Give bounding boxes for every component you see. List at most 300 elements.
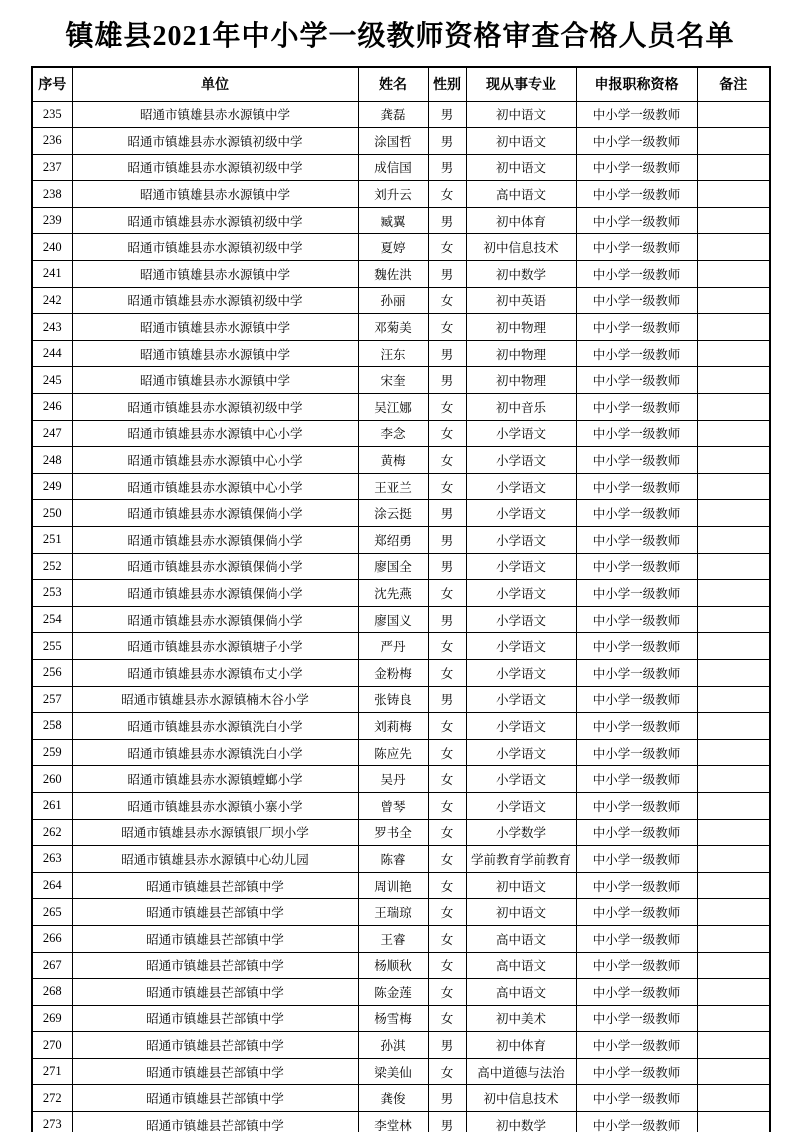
cell-gender: 男 (428, 340, 466, 367)
table-row (32, 447, 770, 474)
cell-no: 254 (32, 606, 72, 633)
cell-no: 250 (32, 500, 72, 527)
cell-unit: 昭通市镇雄县芒部镇中学 (72, 872, 358, 899)
cell-title: 中小学一级教师 (576, 792, 697, 819)
cell-remark (697, 1032, 770, 1059)
cell-title: 中小学一级教师 (576, 340, 697, 367)
table-row (32, 101, 770, 128)
cell-remark (697, 473, 770, 500)
table-row (32, 766, 770, 793)
cell-major: 初中信息技术 (466, 1085, 576, 1112)
table-row (32, 1085, 770, 1112)
cell-unit: 昭通市镇雄县芒部镇中学 (72, 952, 358, 979)
cell-name: 杨顺秋 (358, 952, 428, 979)
cell-no: 265 (32, 899, 72, 926)
table-row (32, 500, 770, 527)
cell-major: 小学语文 (466, 606, 576, 633)
cell-name: 邓菊美 (358, 314, 428, 341)
cell-no: 236 (32, 128, 72, 155)
cell-unit: 昭通市镇雄县芒部镇中学 (72, 1005, 358, 1032)
table-row (32, 394, 770, 421)
cell-gender: 女 (428, 1005, 466, 1032)
cell-gender: 女 (428, 234, 466, 261)
cell-no: 259 (32, 739, 72, 766)
table-row (32, 659, 770, 686)
cell-major: 高中语文 (466, 952, 576, 979)
cell-name: 陈金莲 (358, 979, 428, 1006)
cell-name: 孙淇 (358, 1032, 428, 1059)
table-row (32, 633, 770, 660)
cell-name: 曾琴 (358, 792, 428, 819)
cell-gender: 女 (428, 473, 466, 500)
cell-title: 中小学一级教师 (576, 128, 697, 155)
cell-gender: 男 (428, 606, 466, 633)
cell-title: 中小学一级教师 (576, 739, 697, 766)
table-row (32, 287, 770, 314)
table-row (32, 686, 770, 713)
cell-gender: 男 (428, 686, 466, 713)
cell-no: 269 (32, 1005, 72, 1032)
cell-name: 罗书全 (358, 819, 428, 846)
table-row (32, 580, 770, 607)
cell-major: 小学语文 (466, 473, 576, 500)
cell-major: 小学语文 (466, 633, 576, 660)
cell-no: 245 (32, 367, 72, 394)
cell-major: 初中物理 (466, 340, 576, 367)
cell-gender: 女 (428, 633, 466, 660)
table-row (32, 899, 770, 926)
cell-no: 262 (32, 819, 72, 846)
cell-unit: 昭通市镇雄县赤水源镇倮倘小学 (72, 606, 358, 633)
cell-remark (697, 394, 770, 421)
cell-gender: 男 (428, 261, 466, 288)
cell-name: 涂云挺 (358, 500, 428, 527)
cell-major: 高中语文 (466, 925, 576, 952)
cell-no: 268 (32, 979, 72, 1006)
cell-no: 273 (32, 1112, 72, 1132)
cell-no: 251 (32, 527, 72, 554)
cell-gender: 男 (428, 500, 466, 527)
cell-name: 刘升云 (358, 181, 428, 208)
cell-name: 宋奎 (358, 367, 428, 394)
cell-gender: 男 (428, 154, 466, 181)
cell-major: 高中语文 (466, 181, 576, 208)
table-row (32, 261, 770, 288)
cell-name: 张铸良 (358, 686, 428, 713)
cell-major: 小学语文 (466, 686, 576, 713)
col-header-unit: 单位 (72, 67, 358, 101)
cell-no: 270 (32, 1032, 72, 1059)
cell-remark (697, 766, 770, 793)
table-row (32, 792, 770, 819)
cell-name: 沈先燕 (358, 580, 428, 607)
cell-no: 252 (32, 553, 72, 580)
cell-gender: 女 (428, 952, 466, 979)
cell-title: 中小学一级教师 (576, 394, 697, 421)
cell-remark (697, 952, 770, 979)
cell-remark (697, 633, 770, 660)
cell-name: 孙丽 (358, 287, 428, 314)
cell-major: 小学语文 (466, 580, 576, 607)
cell-gender: 男 (428, 207, 466, 234)
cell-title: 中小学一级教师 (576, 899, 697, 926)
cell-unit: 昭通市镇雄县赤水源镇中学 (72, 314, 358, 341)
table-header-row (32, 67, 770, 101)
table-row (32, 207, 770, 234)
cell-title: 中小学一级教师 (576, 925, 697, 952)
cell-gender: 女 (428, 872, 466, 899)
cell-title: 中小学一级教师 (576, 872, 697, 899)
cell-title: 中小学一级教师 (576, 633, 697, 660)
cell-unit: 昭通市镇雄县赤水源镇中学 (72, 340, 358, 367)
cell-remark (697, 606, 770, 633)
cell-gender: 男 (428, 367, 466, 394)
cell-major: 初中语文 (466, 872, 576, 899)
cell-unit: 昭通市镇雄县赤水源镇中学 (72, 367, 358, 394)
cell-title: 中小学一级教师 (576, 713, 697, 740)
cell-remark (697, 527, 770, 554)
cell-title: 中小学一级教师 (576, 1005, 697, 1032)
cell-remark (697, 739, 770, 766)
cell-title: 中小学一级教师 (576, 367, 697, 394)
cell-remark (697, 181, 770, 208)
cell-gender: 女 (428, 819, 466, 846)
cell-remark (697, 447, 770, 474)
table-row (32, 739, 770, 766)
cell-name: 汪东 (358, 340, 428, 367)
cell-unit: 昭通市镇雄县芒部镇中学 (72, 899, 358, 926)
cell-name: 廖国全 (358, 553, 428, 580)
cell-major: 初中物理 (466, 367, 576, 394)
table-row (32, 1058, 770, 1085)
cell-no: 240 (32, 234, 72, 261)
cell-title: 中小学一级教师 (576, 473, 697, 500)
cell-remark (697, 500, 770, 527)
cell-major: 学前教育学前教育 (466, 846, 576, 873)
cell-unit: 昭通市镇雄县芒部镇中学 (72, 1112, 358, 1132)
col-header-major: 现从事专业 (466, 67, 576, 101)
cell-unit: 昭通市镇雄县赤水源镇楠木谷小学 (72, 686, 358, 713)
cell-name: 廖国义 (358, 606, 428, 633)
cell-unit: 昭通市镇雄县赤水源镇初级中学 (72, 234, 358, 261)
cell-no: 241 (32, 261, 72, 288)
cell-remark (697, 420, 770, 447)
cell-remark (697, 659, 770, 686)
cell-gender: 女 (428, 766, 466, 793)
cell-name: 王睿 (358, 925, 428, 952)
cell-name: 李念 (358, 420, 428, 447)
table-row (32, 925, 770, 952)
cell-remark (697, 1058, 770, 1085)
cell-no: 263 (32, 846, 72, 873)
cell-title: 中小学一级教师 (576, 181, 697, 208)
cell-unit: 昭通市镇雄县赤水源镇塘子小学 (72, 633, 358, 660)
cell-major: 初中体育 (466, 207, 576, 234)
table-row (32, 473, 770, 500)
cell-name: 杨雪梅 (358, 1005, 428, 1032)
cell-remark (697, 553, 770, 580)
table-row (32, 713, 770, 740)
cell-name: 夏婷 (358, 234, 428, 261)
cell-major: 初中数学 (466, 261, 576, 288)
cell-remark (697, 287, 770, 314)
cell-title: 中小学一级教师 (576, 1112, 697, 1132)
cell-major: 小学语文 (466, 659, 576, 686)
cell-gender: 男 (428, 128, 466, 155)
cell-unit: 昭通市镇雄县赤水源镇中心幼儿园 (72, 846, 358, 873)
cell-name: 王瑞琼 (358, 899, 428, 926)
cell-unit: 昭通市镇雄县赤水源镇中心小学 (72, 420, 358, 447)
cell-major: 小学语文 (466, 713, 576, 740)
cell-name: 成信国 (358, 154, 428, 181)
cell-unit: 昭通市镇雄县赤水源镇洗白小学 (72, 713, 358, 740)
cell-title: 中小学一级教师 (576, 846, 697, 873)
table-row (32, 154, 770, 181)
cell-unit: 昭通市镇雄县赤水源镇初级中学 (72, 207, 358, 234)
cell-remark (697, 234, 770, 261)
cell-unit: 昭通市镇雄县赤水源镇中学 (72, 261, 358, 288)
page-title: 镇雄县2021年中小学一级教师资格审查合格人员名单 (65, 21, 735, 52)
table-row (32, 872, 770, 899)
cell-gender: 男 (428, 1085, 466, 1112)
cell-title: 中小学一级教师 (576, 154, 697, 181)
roster-table (31, 66, 771, 1132)
cell-major: 初中信息技术 (466, 234, 576, 261)
cell-major: 初中美术 (466, 1005, 576, 1032)
table-row (32, 181, 770, 208)
cell-gender: 男 (428, 101, 466, 128)
table-row (32, 846, 770, 873)
cell-title: 中小学一级教师 (576, 500, 697, 527)
cell-name: 刘莉梅 (358, 713, 428, 740)
cell-remark (697, 580, 770, 607)
cell-no: 271 (32, 1058, 72, 1085)
cell-major: 小学语文 (466, 447, 576, 474)
col-header-no: 序号 (32, 67, 72, 101)
table-row (32, 553, 770, 580)
cell-no: 249 (32, 473, 72, 500)
cell-unit: 昭通市镇雄县芒部镇中学 (72, 1032, 358, 1059)
table-row (32, 606, 770, 633)
cell-gender: 女 (428, 394, 466, 421)
table-row (32, 1112, 770, 1132)
cell-remark (697, 872, 770, 899)
cell-remark (697, 101, 770, 128)
table-row (32, 420, 770, 447)
cell-unit: 昭通市镇雄县芒部镇中学 (72, 925, 358, 952)
cell-remark (697, 128, 770, 155)
cell-gender: 女 (428, 287, 466, 314)
cell-major: 小学语文 (466, 792, 576, 819)
cell-title: 中小学一级教师 (576, 1085, 697, 1112)
cell-unit: 昭通市镇雄县赤水源镇倮倘小学 (72, 580, 358, 607)
cell-remark (697, 792, 770, 819)
cell-no: 272 (32, 1085, 72, 1112)
table-row (32, 952, 770, 979)
cell-gender: 女 (428, 792, 466, 819)
cell-name: 黄梅 (358, 447, 428, 474)
cell-no: 258 (32, 713, 72, 740)
cell-no: 247 (32, 420, 72, 447)
col-header-title: 申报职称资格 (576, 67, 697, 101)
table-row (32, 1005, 770, 1032)
cell-no: 264 (32, 872, 72, 899)
cell-name: 梁美仙 (358, 1058, 428, 1085)
table-row (32, 234, 770, 261)
cell-no: 243 (32, 314, 72, 341)
cell-name: 周训艳 (358, 872, 428, 899)
cell-gender: 女 (428, 580, 466, 607)
table-row (32, 1032, 770, 1059)
cell-major: 高中语文 (466, 979, 576, 1006)
cell-name: 龚磊 (358, 101, 428, 128)
cell-gender: 女 (428, 846, 466, 873)
cell-unit: 昭通市镇雄县赤水源镇初级中学 (72, 128, 358, 155)
cell-unit: 昭通市镇雄县赤水源镇螳螂小学 (72, 766, 358, 793)
cell-title: 中小学一级教师 (576, 686, 697, 713)
cell-title: 中小学一级教师 (576, 606, 697, 633)
cell-title: 中小学一级教师 (576, 207, 697, 234)
table-row (32, 314, 770, 341)
cell-unit: 昭通市镇雄县赤水源镇初级中学 (72, 394, 358, 421)
cell-gender: 女 (428, 925, 466, 952)
cell-unit: 昭通市镇雄县赤水源镇中学 (72, 181, 358, 208)
cell-name: 王亚兰 (358, 473, 428, 500)
cell-gender: 男 (428, 527, 466, 554)
cell-gender: 女 (428, 447, 466, 474)
cell-major: 小学语文 (466, 527, 576, 554)
cell-unit: 昭通市镇雄县赤水源镇初级中学 (72, 154, 358, 181)
cell-gender: 男 (428, 553, 466, 580)
cell-title: 中小学一级教师 (576, 101, 697, 128)
cell-major: 初中语文 (466, 154, 576, 181)
cell-name: 陈应先 (358, 739, 428, 766)
cell-name: 陈睿 (358, 846, 428, 873)
cell-major: 高中道德与法治 (466, 1058, 576, 1085)
cell-title: 中小学一级教师 (576, 553, 697, 580)
cell-major: 小学语文 (466, 420, 576, 447)
cell-remark (697, 846, 770, 873)
cell-remark (697, 713, 770, 740)
cell-remark (697, 261, 770, 288)
cell-remark (697, 979, 770, 1006)
cell-name: 吴丹 (358, 766, 428, 793)
cell-unit: 昭通市镇雄县赤水源镇布丈小学 (72, 659, 358, 686)
cell-unit: 昭通市镇雄县赤水源镇小寨小学 (72, 792, 358, 819)
cell-major: 初中语文 (466, 128, 576, 155)
cell-no: 257 (32, 686, 72, 713)
cell-remark (697, 207, 770, 234)
cell-remark (697, 340, 770, 367)
cell-major: 初中英语 (466, 287, 576, 314)
cell-unit: 昭通市镇雄县赤水源镇倮倘小学 (72, 527, 358, 554)
cell-remark (697, 154, 770, 181)
cell-title: 中小学一级教师 (576, 420, 697, 447)
table-row (32, 128, 770, 155)
table-row (32, 819, 770, 846)
cell-gender: 女 (428, 979, 466, 1006)
table-row (32, 340, 770, 367)
col-header-remark: 备注 (697, 67, 770, 101)
cell-remark (697, 899, 770, 926)
cell-name: 臧翼 (358, 207, 428, 234)
cell-major: 小学语文 (466, 766, 576, 793)
cell-title: 中小学一级教师 (576, 447, 697, 474)
cell-no: 242 (32, 287, 72, 314)
cell-no: 237 (32, 154, 72, 181)
cell-title: 中小学一级教师 (576, 580, 697, 607)
cell-name: 金粉梅 (358, 659, 428, 686)
cell-title: 中小学一级教师 (576, 659, 697, 686)
cell-remark (697, 314, 770, 341)
cell-no: 238 (32, 181, 72, 208)
cell-major: 小学语文 (466, 739, 576, 766)
cell-name: 涂国哲 (358, 128, 428, 155)
cell-remark (697, 686, 770, 713)
table-row (32, 527, 770, 554)
cell-major: 小学语文 (466, 500, 576, 527)
cell-name: 严丹 (358, 633, 428, 660)
cell-title: 中小学一级教师 (576, 952, 697, 979)
cell-title: 中小学一级教师 (576, 287, 697, 314)
cell-gender: 女 (428, 420, 466, 447)
cell-major: 初中语文 (466, 899, 576, 926)
cell-title: 中小学一级教师 (576, 527, 697, 554)
cell-unit: 昭通市镇雄县芒部镇中学 (72, 1085, 358, 1112)
cell-major: 小学语文 (466, 553, 576, 580)
cell-no: 255 (32, 633, 72, 660)
cell-title: 中小学一级教师 (576, 1032, 697, 1059)
cell-major: 初中数学 (466, 1112, 576, 1132)
cell-major: 初中体育 (466, 1032, 576, 1059)
cell-name: 龚俊 (358, 1085, 428, 1112)
table-row (32, 367, 770, 394)
cell-unit: 昭通市镇雄县赤水源镇银厂坝小学 (72, 819, 358, 846)
cell-title: 中小学一级教师 (576, 766, 697, 793)
cell-no: 256 (32, 659, 72, 686)
cell-no: 266 (32, 925, 72, 952)
cell-major: 小学数学 (466, 819, 576, 846)
cell-name: 魏佐洪 (358, 261, 428, 288)
cell-unit: 昭通市镇雄县赤水源镇中心小学 (72, 447, 358, 474)
cell-no: 260 (32, 766, 72, 793)
cell-remark (697, 1112, 770, 1132)
cell-unit: 昭通市镇雄县赤水源镇倮倘小学 (72, 500, 358, 527)
cell-remark (697, 1005, 770, 1032)
cell-no: 248 (32, 447, 72, 474)
table-row (32, 979, 770, 1006)
cell-unit: 昭通市镇雄县赤水源镇中心小学 (72, 473, 358, 500)
cell-gender: 女 (428, 713, 466, 740)
cell-unit: 昭通市镇雄县赤水源镇倮倘小学 (72, 553, 358, 580)
cell-gender: 女 (428, 659, 466, 686)
cell-unit: 昭通市镇雄县赤水源镇洗白小学 (72, 739, 358, 766)
cell-remark (697, 367, 770, 394)
cell-gender: 女 (428, 1058, 466, 1085)
cell-remark (697, 819, 770, 846)
cell-gender: 女 (428, 739, 466, 766)
cell-title: 中小学一级教师 (576, 261, 697, 288)
cell-no: 235 (32, 101, 72, 128)
cell-remark (697, 925, 770, 952)
cell-title: 中小学一级教师 (576, 979, 697, 1006)
cell-gender: 女 (428, 314, 466, 341)
cell-name: 郑绍勇 (358, 527, 428, 554)
cell-no: 261 (32, 792, 72, 819)
cell-title: 中小学一级教师 (576, 314, 697, 341)
cell-no: 244 (32, 340, 72, 367)
cell-major: 初中音乐 (466, 394, 576, 421)
